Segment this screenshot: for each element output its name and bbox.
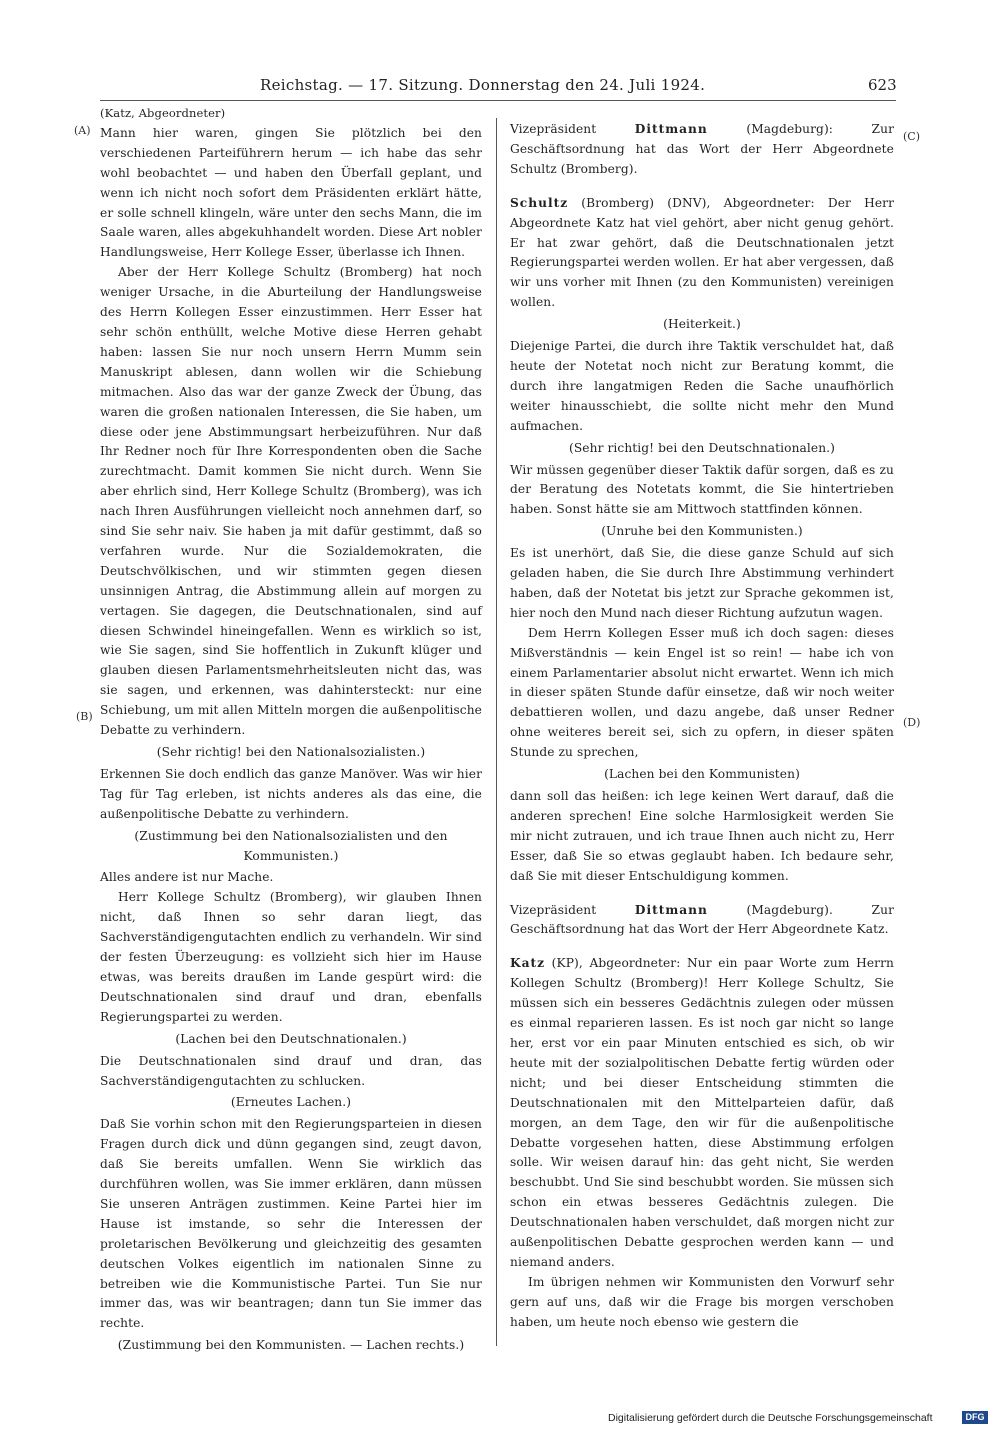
interjection: (Zustimmung bei den Nationalsozialisten und den Kommunisten.)	[134, 828, 448, 863]
speaker-block	[510, 901, 894, 941]
speech-text: (Magdeburg): Zur Geschäftsordnung hat das Wort der Herr Abgeordnete Schultz (Bromberg).	[510, 122, 894, 176]
digitization-credit: Digitalisierung gefördert durch die Deutsche Forschungsgemeinschaft	[608, 1412, 933, 1424]
paragraph: Daß Sie vorhin schon mit den Regierungsparteien in diesen Fragen durch dick und dünn gegangen sind, zeugt davon, daß Sie bereits umfallen. Wenn Sie wirklich das durchführen wollen, was Sie immer erklären, dann müssen Sie unseren Anträgen zustimmen. Keine Partei hier im Hause ist imstande, so sehr die Interessen der proletarischen Bevölkerung und gleichzeitig des gesamten deutschen Volkes eigentlich im nationalen Sinne zu betreiben wie die Kommunistische Partei. Tun Sie nur immer das, was wir beantragen; dann tun Sie immer das rechte.	[100, 1117, 482, 1331]
speaker-title: Vizepräsident	[510, 902, 597, 917]
speech-text: (Magdeburg). Zur Geschäftsordnung hat das Wort der Herr Abgeordnete Katz.	[510, 902, 894, 937]
speaker-name: Schultz	[510, 195, 569, 210]
running-title: Reichstag. — 17. Sitzung. Donnerstag den 24. Juli 1924.	[260, 76, 706, 94]
speech-text: (KP), Abgeordneter: Nur ein paar Worte zum Herrn Kollegen Schultz (Bromberg)! Herr Kollege Schultz, Sie müssen sich ein besseres Gedächtnis zulegen oder müssen es einmal reparieren lassen. Es ist noch gar nicht so lange her, erst vor ein paar Minuten entschied es sich, ob wir heute mit der sozialpolitischen Debatte fertig würden oder nicht; und bei dieser Entscheidung stimmten die Deutschnationalen mit den Mittelparteien dafür, daß morgen, an dem Tage, den wir für die außenpolitische Debatte vorgesehen hatten, diese Abstimmung erfolgen solle. Wir weisen darauf hin: das geht nicht, Sie werden beschubbt. Und Sie sind beschubbt worden. Sie müssen sich schon ein etwas besseres Gedächtnis zulegen. Die Deutschnationalen haben verschuldet, daß morgen nicht zur außenpolitischen Debatte gesprochen werden kann — und niemand anders.	[510, 956, 894, 1269]
margin-mark-a: (A)	[74, 124, 91, 137]
speaker-block	[510, 954, 894, 1273]
paragraph: Diejenige Partei, die durch ihre Taktik verschuldet hat, daß heute der Notetat noch nicht zur Beratung kommt, die durch ihre langatmigen Reden die Sache unaufhörlich weiter hinausschiebt, die sollte nicht mehr den Mund aufmachen.	[510, 339, 894, 433]
paragraph: Aber der Herr Kollege Schultz (Bromberg) hat noch weniger Ursache, in die Aburteilung der Handlungsweise des Herrn Kollegen Esser einzustimmen. Herr Esser hat sehr schön enthüllt, welche Motive diese Herren gehabt haben: lassen Sie nur noch unsern Herrn Mumm sein Manuskript ablesen, dann wollen wir die Schiebung mitmachen. Also das war der ganze Zweck der Übung, das waren die großen nationalen Interessen, die Sie haben, um diese oder jene Abstimmungsart herbeizuführen. Nur daß Ihr Redner noch für Ihre Korrespondenten oben die Sache zurechtmacht. Damit kommen Sie nicht durch. Wenn Sie aber ehrlich sind, Herr Kollege Schultz (Bromberg), was ich nach Ihren Ausführungen vielleicht noch annehmen darf, so sind Sie sehr naiv. Sie haben ja mit dafür gestimmt, daß so verfahren wurde. Nur die Sozialdemokraten, die Deutschvölkischen, und wir stimmten gegen diesen unsinnigen Antrag, die Abstimmung allein auf morgen zu vertagen. Sie dagegen, die Deutschnationalen, sind auf diesen Schwindel hineingefallen. Wenn es wirklich so ist, wie Sie sagen, sind Sie hoffentlich in Zukunft klüger und glauben diesen Parlamentsmehrheitsleuten nicht das, was sie sagen, und erkennen, was dahintersteckt: nur eine Schiebung, um mit allen Mitteln morgen die außenpolitische Debatte zu verhindern.	[100, 265, 482, 738]
page-number: 623	[868, 76, 897, 94]
interjection: (Erneutes Lachen.)	[230, 1095, 352, 1110]
column-divider	[496, 118, 497, 1346]
paragraph: Mann hier waren, gingen Sie plötzlich bei den verschiedenen Parteiführern herum — ich habe das sehr wohl beobachtet — und haben den Überfall geplant, und wenn ich nicht noch sofort dem Präsidenten erklärt hätte, er solle schnell klingeln, wäre unter den sechs Mann, die im Saale waren, alles abgekuhhandelt worden. Diese Art nobler Handlungsweise, Herr Kollege Esser, überlasse ich Ihnen.	[100, 125, 482, 260]
interjection: (Sehr richtig! bei den Nationalsozialisten.)	[156, 745, 426, 759]
speaker-name: Dittmann	[634, 902, 708, 917]
speech-text: (Bromberg) (DNV), Abgeordneter: Der Herr Abgeordnete Katz hat viel gehört, aber nicht genug gehört. Er hat zwar gehört, daß die Deutschnationalen jetzt Regierungspartei werden wollen. Er hat aber vergessen, daß wir uns vorher mit Ihnen (zu den Kommunisten) vereinigen wollen.	[510, 195, 894, 310]
speaker-block	[510, 194, 894, 313]
paragraph: Es ist unerhört, daß Sie, die diese ganze Schuld auf sich geladen haben, die Sie durch Ihre Abstimmung verhindert haben, daß der Notetat bis jetzt zur Sprache gekommen ist, hier noch den Mund nach dieser Richtung aufzutun wagen.	[510, 546, 894, 620]
speaker-title: Vizepräsident	[510, 122, 597, 136]
interjection: (Sehr richtig! bei den Deutschnationalen.)	[569, 440, 835, 455]
interjection: (Heiterkeit.)	[663, 317, 741, 332]
paragraph: Alles andere ist nur Mache.	[100, 870, 274, 885]
margin-mark-c: (C)	[903, 130, 920, 143]
page-header	[0, 76, 1000, 100]
speaker-name: Dittmann	[634, 122, 708, 136]
paragraph: Die Deutschnationalen sind drauf und dran, das Sachverständigengutachten zu schlucken.	[100, 1053, 482, 1088]
speaker-continuation: (Katz, Abgeordneter)	[100, 106, 226, 120]
interjection: (Lachen bei den Kommunisten)	[604, 767, 800, 782]
margin-mark-b: (B)	[76, 710, 93, 723]
paragraph: Dem Herrn Kollegen Esser muß ich doch sagen: dieses Mißverständnis — kein Engel ist so rein! — habe ich von einem Parlamentarier absolut nicht erwartet. Wenn ich mich in dieser späten Stunde dafür einsetze, daß wir noch weiter debattieren wollen, und dazu angebe, daß unser Redner ohne weiteres bereit sei, sich zu opfern, in dieser späten Stunde zu sprechen,	[510, 625, 894, 760]
paragraph: Erkennen Sie doch endlich das ganze Manöver. Was wir hier Tag für Tag erleben, ist nichts anderes als das eine, die außenpolitische Debatte zu verhindern.	[100, 766, 482, 821]
paragraph: Wir müssen gegenüber dieser Taktik dafür sorgen, daß es zu der Beratung des Notetats kommt, die Sie hintertrieben haben. Sonst hätte sie am Mittwoch stattfinden können.	[510, 462, 894, 517]
left-column	[100, 104, 482, 1358]
interjection: (Lachen bei den Deutschnationalen.)	[175, 1031, 407, 1046]
interjection: (Zustimmung bei den Kommunisten. — Lachen rechts.)	[117, 1338, 465, 1353]
speaker-name: Katz	[510, 956, 546, 971]
header-rule	[100, 100, 896, 101]
speaker-block	[510, 120, 894, 180]
paragraph: dann soll das heißen: ich lege keinen Wert darauf, daß die anderen sprechen! Eine solche Harmlosigkeit werden Sie mir nicht zutrauen, und ich traue Ihnen auch nicht zu, Herr Esser, daß Sie so etwas geglaubt haben. Ich bedaure sehr, daß Sie mit dieser Entschuldigung kommen.	[510, 789, 894, 883]
paragraph: Herr Kollege Schultz (Bromberg), wir glauben Ihnen nicht, daß Ihnen so sehr daran liegt, das Sachverständigengutachten endlich zu verhandeln. Wir sind der festen Überzeugung: es vollzieht sich hier im Hause etwas, was bereits draußen im Lande gespürt wird: die Deutschnationalen sind drauf und dran, ebenfalls Regierungspartei zu werden.	[100, 890, 482, 1024]
interjection: (Unruhe bei den Kommunisten.)	[601, 524, 803, 539]
margin-mark-d: (D)	[903, 716, 921, 729]
right-column	[510, 120, 894, 1333]
dfg-logo: DFG	[962, 1411, 988, 1424]
paragraph: Im übrigen nehmen wir Kommunisten den Vorwurf sehr gern auf uns, daß wir die Frage bis morgen verschoben haben, um heute noch ebenso wie gestern die	[510, 1274, 894, 1329]
